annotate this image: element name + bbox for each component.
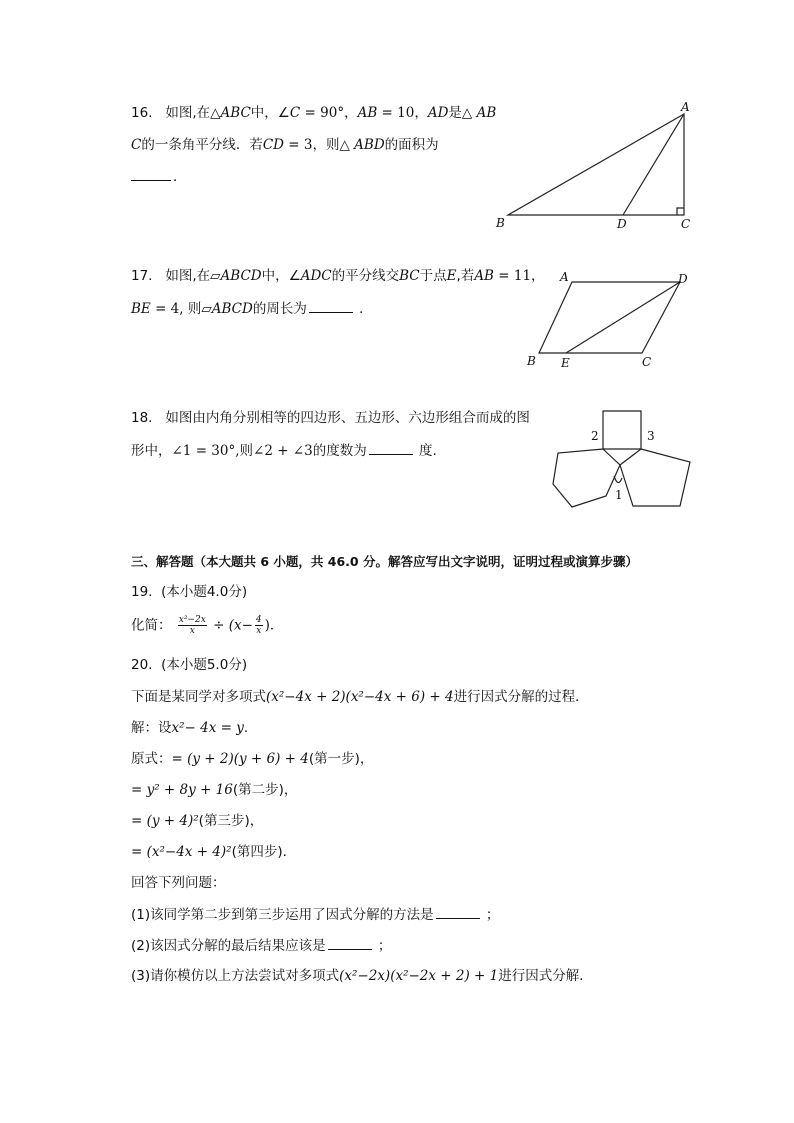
q20-answer-heading: 回答下列问题：	[131, 875, 226, 891]
q16-figure	[490, 100, 700, 235]
answer-blank[interactable]	[131, 166, 171, 181]
answer-blank[interactable]	[309, 298, 353, 313]
fraction: $\frac{4}{x}$	[255, 615, 262, 636]
q16-line1: 16. 如图,在△ABC中，∠C = 90°，AB = 10，AD是△ AB	[131, 105, 497, 121]
label-a: A	[681, 100, 690, 114]
q18-line1: 18. 如图由内角分别相等的四边形、五边形、六边形组合而成的图	[131, 410, 530, 426]
q20-part1: (1)该同学第二步到第三步运用了因式分解的方法是 ；	[131, 904, 499, 925]
label-b: B	[496, 216, 505, 230]
label-e: E	[561, 356, 570, 370]
q18-line2: 形中，∠1 = 30°,则∠2 + ∠3的度数为 度.	[131, 440, 437, 461]
label-2: 2	[591, 429, 599, 443]
label-3: 3	[647, 429, 655, 443]
label-1: 1	[615, 488, 623, 502]
q19-header: 19. (本小题4.0分)	[131, 584, 248, 600]
q18-figure	[548, 406, 698, 516]
q20-step3: = (y + 4)²(第三步)，	[131, 813, 264, 829]
square	[603, 411, 641, 449]
triangle-abc	[508, 114, 684, 215]
q16-number: 16.	[131, 105, 153, 121]
pentagon	[620, 449, 690, 506]
q19-body: 化简： $\frac{\text{x²−2x}}{x}$ ÷ (x− $\frac{4}{x}$ )．	[131, 615, 284, 636]
label-d: D	[617, 217, 627, 231]
q20-step2: = y² + 8y + 16(第二步)，	[131, 782, 298, 798]
q20-solution: 解：设x²− 4x = y．	[131, 720, 258, 736]
q16-answer-line: ．	[131, 166, 187, 187]
label-b: B	[527, 354, 536, 368]
fraction: $\frac{\text{x²−2x}}{x}$	[178, 615, 206, 636]
segment-ad	[623, 114, 684, 215]
q20-intro: 下面是某同学对多项式(x²−4x + 2)(x²−4x + 6) + 4进行因式分解的过程．	[131, 689, 589, 705]
q20-part2: (2)该因式分解的最后结果应该是 ；	[131, 935, 391, 956]
right-angle-mark	[677, 208, 684, 215]
q20-step4: = (x²−4x + 4)²(第四步)．	[131, 844, 297, 860]
answer-blank[interactable]	[328, 935, 372, 950]
q17-line2: BE = 4, 则▱ABCD的周长为 ．	[131, 298, 373, 319]
q20-header: 20. (本小题5.0分)	[131, 657, 248, 673]
label-c: C	[642, 355, 652, 369]
section-heading: 三、解答题（本大题共 6 小题，共 46.0 分。解答应写出文字说明，证明过程或演算步骤）	[131, 554, 638, 569]
segment-de	[566, 282, 680, 353]
answer-blank[interactable]	[436, 904, 480, 919]
q17-line1: 17. 如图,在▱ABCD中，∠ADC的平分线交BC于点E,若AB = 11，	[131, 268, 545, 284]
label-c: C	[681, 217, 691, 231]
label-a: A	[560, 270, 569, 284]
q17-figure	[520, 268, 700, 373]
q20-part3: (3)请你模仿以上方法尝试对多项式(x²−2x)(x²−2x + 2) + 1进行因式分解．	[131, 968, 593, 984]
q20-step1: 原式：= (y + 2)(y + 6) + 4(第一步)，	[131, 751, 374, 767]
label-d: D	[678, 272, 688, 286]
answer-blank[interactable]	[369, 440, 413, 455]
hexagon	[553, 449, 620, 507]
q16-line2: C的一条角平分线．若CD = 3，则△ ABD的面积为	[131, 137, 439, 153]
parallelogram-abcd	[539, 282, 680, 353]
